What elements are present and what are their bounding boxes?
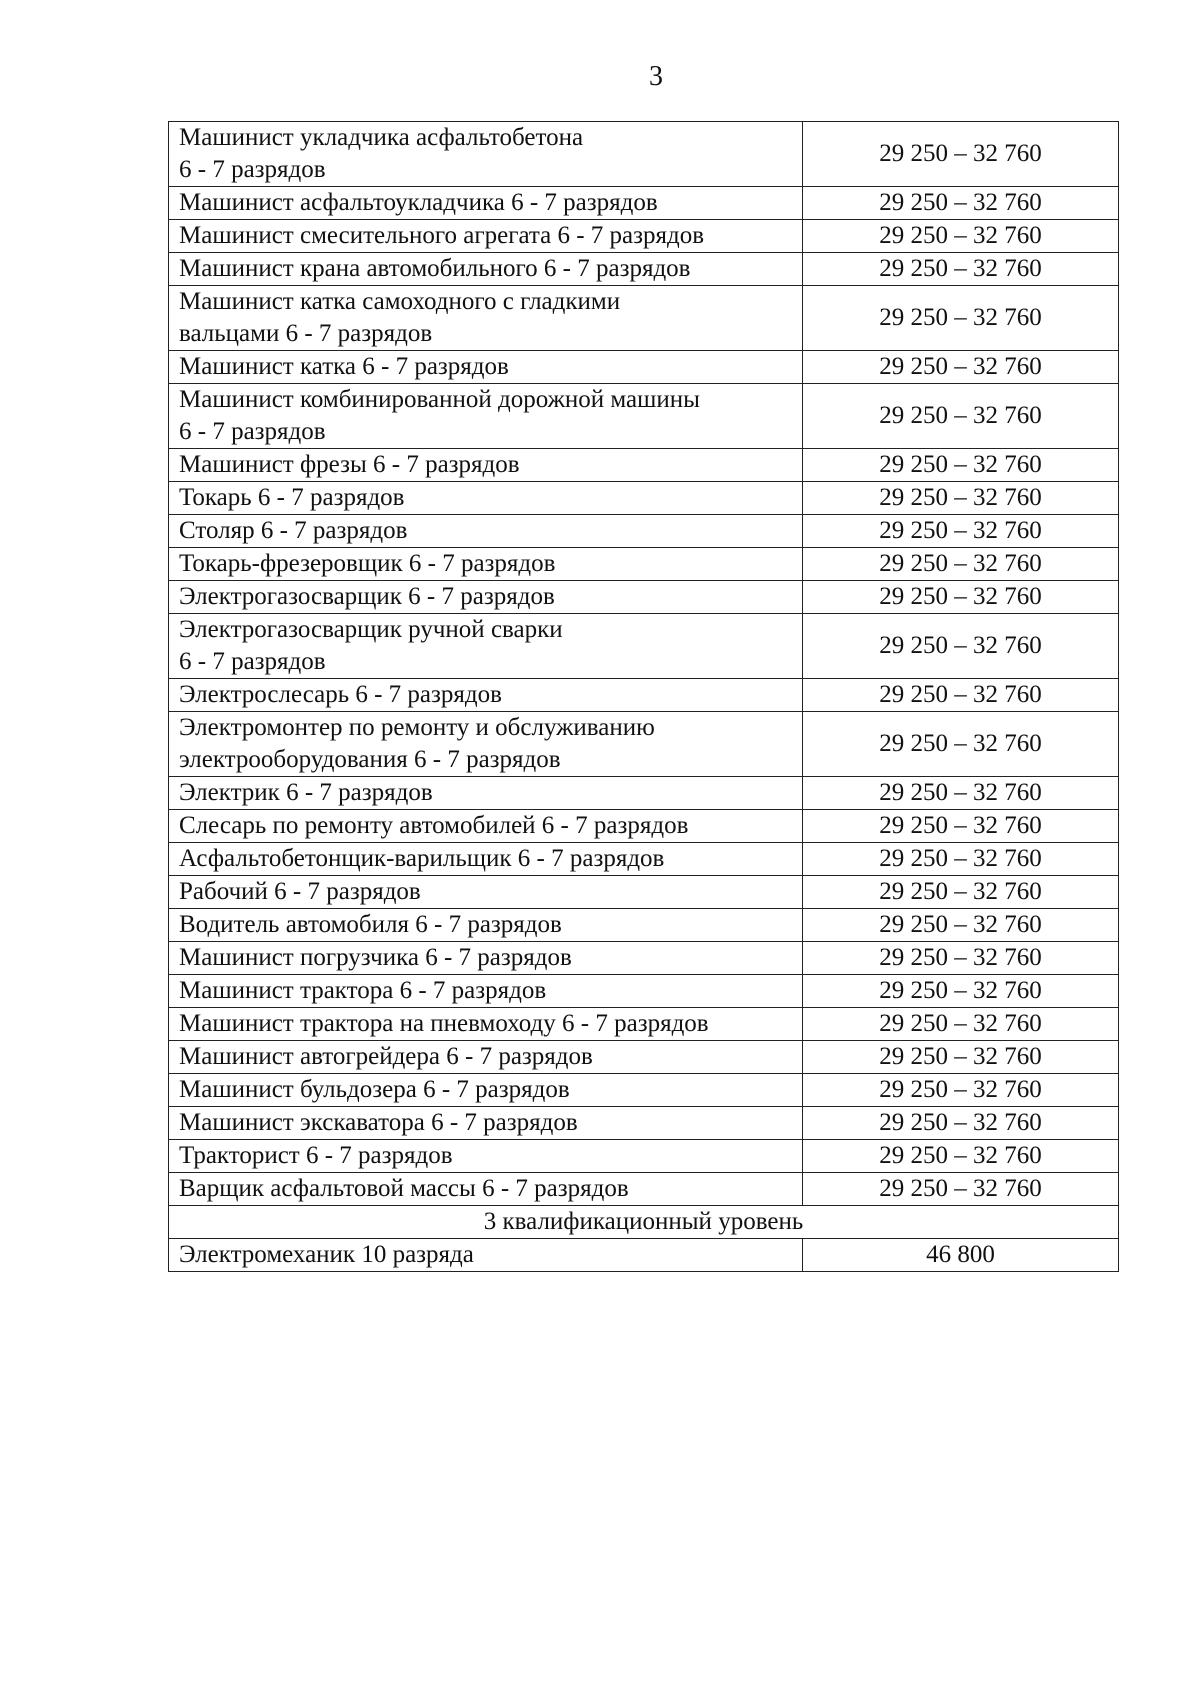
- position-name-line: Машинист трактора 6 - 7 разрядов: [179, 977, 547, 1004]
- salary-amount: 29 250 – 32 760: [803, 909, 1119, 942]
- position-name-line: Машинист бульдозера 6 - 7 разрядов: [179, 1076, 570, 1103]
- position-name-line: Машинист трактора на пневмоходу 6 - 7 разрядов: [179, 1010, 709, 1037]
- position-name: [169, 351, 803, 384]
- position-name-line: Варщик асфальтовой массы 6 - 7 разрядов: [179, 1175, 629, 1202]
- salary-amount: 29 250 – 32 760: [803, 515, 1119, 548]
- salary-amount: 29 250 – 32 760: [803, 187, 1119, 220]
- position-name-line: Машинист крана автомобильного 6 - 7 разрядов: [179, 255, 691, 282]
- table-row: [169, 810, 1119, 843]
- table-row: [169, 548, 1119, 581]
- salary-table-body: [169, 122, 1119, 1272]
- position-name-line: Тракторист 6 - 7 разрядов: [179, 1142, 453, 1169]
- position-name-line: Машинист асфальтоукладчика 6 - 7 разрядов: [179, 189, 658, 216]
- position-name: [169, 942, 803, 975]
- table-row: [169, 909, 1119, 942]
- salary-amount: 29 250 – 32 760: [803, 1041, 1119, 1074]
- position-name: [169, 712, 803, 777]
- position-name: [169, 1140, 803, 1173]
- position-name-line: Электрогазосварщик 6 - 7 разрядов: [179, 583, 555, 610]
- salary-amount: 29 250 – 32 760: [803, 548, 1119, 581]
- table-row: [169, 679, 1119, 712]
- salary-amount: 29 250 – 32 760: [803, 449, 1119, 482]
- position-name-line: 6 - 7 разрядов: [179, 156, 326, 183]
- position-name-line: Токарь 6 - 7 разрядов: [179, 484, 405, 511]
- table-row: [169, 286, 1119, 351]
- position-name: [169, 482, 803, 515]
- table-row: [169, 975, 1119, 1008]
- position-name: [169, 220, 803, 253]
- table-row: [169, 122, 1119, 187]
- salary-amount: 29 250 – 32 760: [803, 1008, 1119, 1041]
- position-name-line: вальцами 6 - 7 разрядов: [179, 320, 433, 347]
- position-name: [169, 679, 803, 712]
- salary-amount: 29 250 – 32 760: [803, 286, 1119, 351]
- table-row: [169, 515, 1119, 548]
- salary-amount: 29 250 – 32 760: [803, 482, 1119, 515]
- table-row: [169, 1173, 1119, 1206]
- position-name: [169, 515, 803, 548]
- position-name: [169, 1107, 803, 1140]
- position-name: [169, 286, 803, 351]
- table-row: [169, 187, 1119, 220]
- position-name: [169, 581, 803, 614]
- table-row: [169, 1074, 1119, 1107]
- salary-amount: 29 250 – 32 760: [803, 253, 1119, 286]
- position-name-line: Асфальтобетонщик-варильщик 6 - 7 разрядов: [179, 845, 665, 872]
- position-name-line: Машинист катка 6 - 7 разрядов: [179, 353, 509, 380]
- salary-amount: 29 250 – 32 760: [803, 975, 1119, 1008]
- position-name: [169, 187, 803, 220]
- position-name: [169, 1074, 803, 1107]
- table-row: [169, 1041, 1119, 1074]
- salary-table: [168, 121, 1119, 1272]
- position-name: [169, 384, 803, 449]
- position-name-line: Токарь-фрезеровщик 6 - 7 разрядов: [179, 550, 556, 577]
- position-name-line: Машинист экскаватора 6 - 7 разрядов: [179, 1109, 578, 1136]
- table-row: [169, 1140, 1119, 1173]
- position-name: [169, 1041, 803, 1074]
- qualification-level-heading: 3 квалификационный уровень: [169, 1206, 1119, 1239]
- table-row: [169, 384, 1119, 449]
- position-name-line: Электрогазосварщик ручной сварки: [179, 616, 563, 643]
- salary-amount: 29 250 – 32 760: [803, 351, 1119, 384]
- table-row: [169, 614, 1119, 679]
- table-row: [169, 482, 1119, 515]
- position-name-line: Водитель автомобиля 6 - 7 разрядов: [179, 911, 562, 938]
- position-name-line: 6 - 7 разрядов: [179, 648, 326, 675]
- salary-amount: 29 250 – 32 760: [803, 581, 1119, 614]
- table-row: [169, 942, 1119, 975]
- table-row: [169, 351, 1119, 384]
- salary-amount: 29 250 – 32 760: [803, 1173, 1119, 1206]
- salary-amount: 29 250 – 32 760: [803, 679, 1119, 712]
- salary-amount: 29 250 – 32 760: [803, 876, 1119, 909]
- position-name-line: Машинист смесительного агрегата 6 - 7 разрядов: [179, 222, 705, 249]
- table-row: [169, 712, 1119, 777]
- page-number: 3: [649, 61, 663, 92]
- position-name: [169, 777, 803, 810]
- salary-amount: 29 250 – 32 760: [803, 614, 1119, 679]
- position-name: [169, 876, 803, 909]
- table-row: [169, 220, 1119, 253]
- position-name-line: Электрик 6 - 7 разрядов: [179, 779, 433, 806]
- salary-amount: 29 250 – 32 760: [803, 810, 1119, 843]
- position-name-line: Слесарь по ремонту автомобилей 6 - 7 разрядов: [179, 812, 689, 839]
- salary-amount: 29 250 – 32 760: [803, 843, 1119, 876]
- position-name: [169, 449, 803, 482]
- salary-amount: 46 800: [803, 1239, 1119, 1272]
- table-row: [169, 1239, 1119, 1272]
- table-row: [169, 581, 1119, 614]
- position-name: [169, 548, 803, 581]
- position-name-line: Машинист фрезы 6 - 7 разрядов: [179, 451, 520, 478]
- salary-amount: 29 250 – 32 760: [803, 1074, 1119, 1107]
- salary-amount: 29 250 – 32 760: [803, 712, 1119, 777]
- position-name: [169, 253, 803, 286]
- position-name-line: Электромонтер по ремонту и обслуживанию: [179, 714, 655, 741]
- salary-amount: 29 250 – 32 760: [803, 122, 1119, 187]
- table-row: [169, 876, 1119, 909]
- position-name: [169, 1008, 803, 1041]
- salary-amount: 29 250 – 32 760: [803, 220, 1119, 253]
- position-name: [169, 614, 803, 679]
- table-row: [169, 843, 1119, 876]
- position-name-line: Машинист погрузчика 6 - 7 разрядов: [179, 944, 572, 971]
- salary-amount: 29 250 – 32 760: [803, 1140, 1119, 1173]
- position-name: [169, 975, 803, 1008]
- position-name-line: Машинист катка самоходного с гладкими: [179, 288, 621, 315]
- position-name: [169, 122, 803, 187]
- table-row: [169, 777, 1119, 810]
- position-name: [169, 843, 803, 876]
- table-row: [169, 253, 1119, 286]
- position-name-line: электрооборудования 6 - 7 разрядов: [179, 746, 561, 773]
- position-name-line: Электрослесарь 6 - 7 разрядов: [179, 681, 502, 708]
- table-row: [169, 1008, 1119, 1041]
- salary-amount: 29 250 – 32 760: [803, 942, 1119, 975]
- table-row: [169, 1107, 1119, 1140]
- salary-amount: 29 250 – 32 760: [803, 1107, 1119, 1140]
- qualification-level-row: [169, 1206, 1119, 1239]
- position-name: Электромеханик 10 разряда: [169, 1239, 803, 1272]
- position-name: [169, 1173, 803, 1206]
- position-name: [169, 810, 803, 843]
- position-name-line: Машинист автогрейдера 6 - 7 разрядов: [179, 1043, 593, 1070]
- position-name-line: Столяр 6 - 7 разрядов: [179, 517, 408, 544]
- position-name-line: Машинист комбинированной дорожной машины: [179, 386, 700, 413]
- salary-amount: 29 250 – 32 760: [803, 777, 1119, 810]
- position-name-line: Рабочий 6 - 7 разрядов: [179, 878, 421, 905]
- position-name: [169, 909, 803, 942]
- position-name-line: 6 - 7 разрядов: [179, 418, 326, 445]
- position-name-line: Машинист укладчика асфальтобетона: [179, 124, 584, 151]
- salary-amount: 29 250 – 32 760: [803, 384, 1119, 449]
- table-row: [169, 449, 1119, 482]
